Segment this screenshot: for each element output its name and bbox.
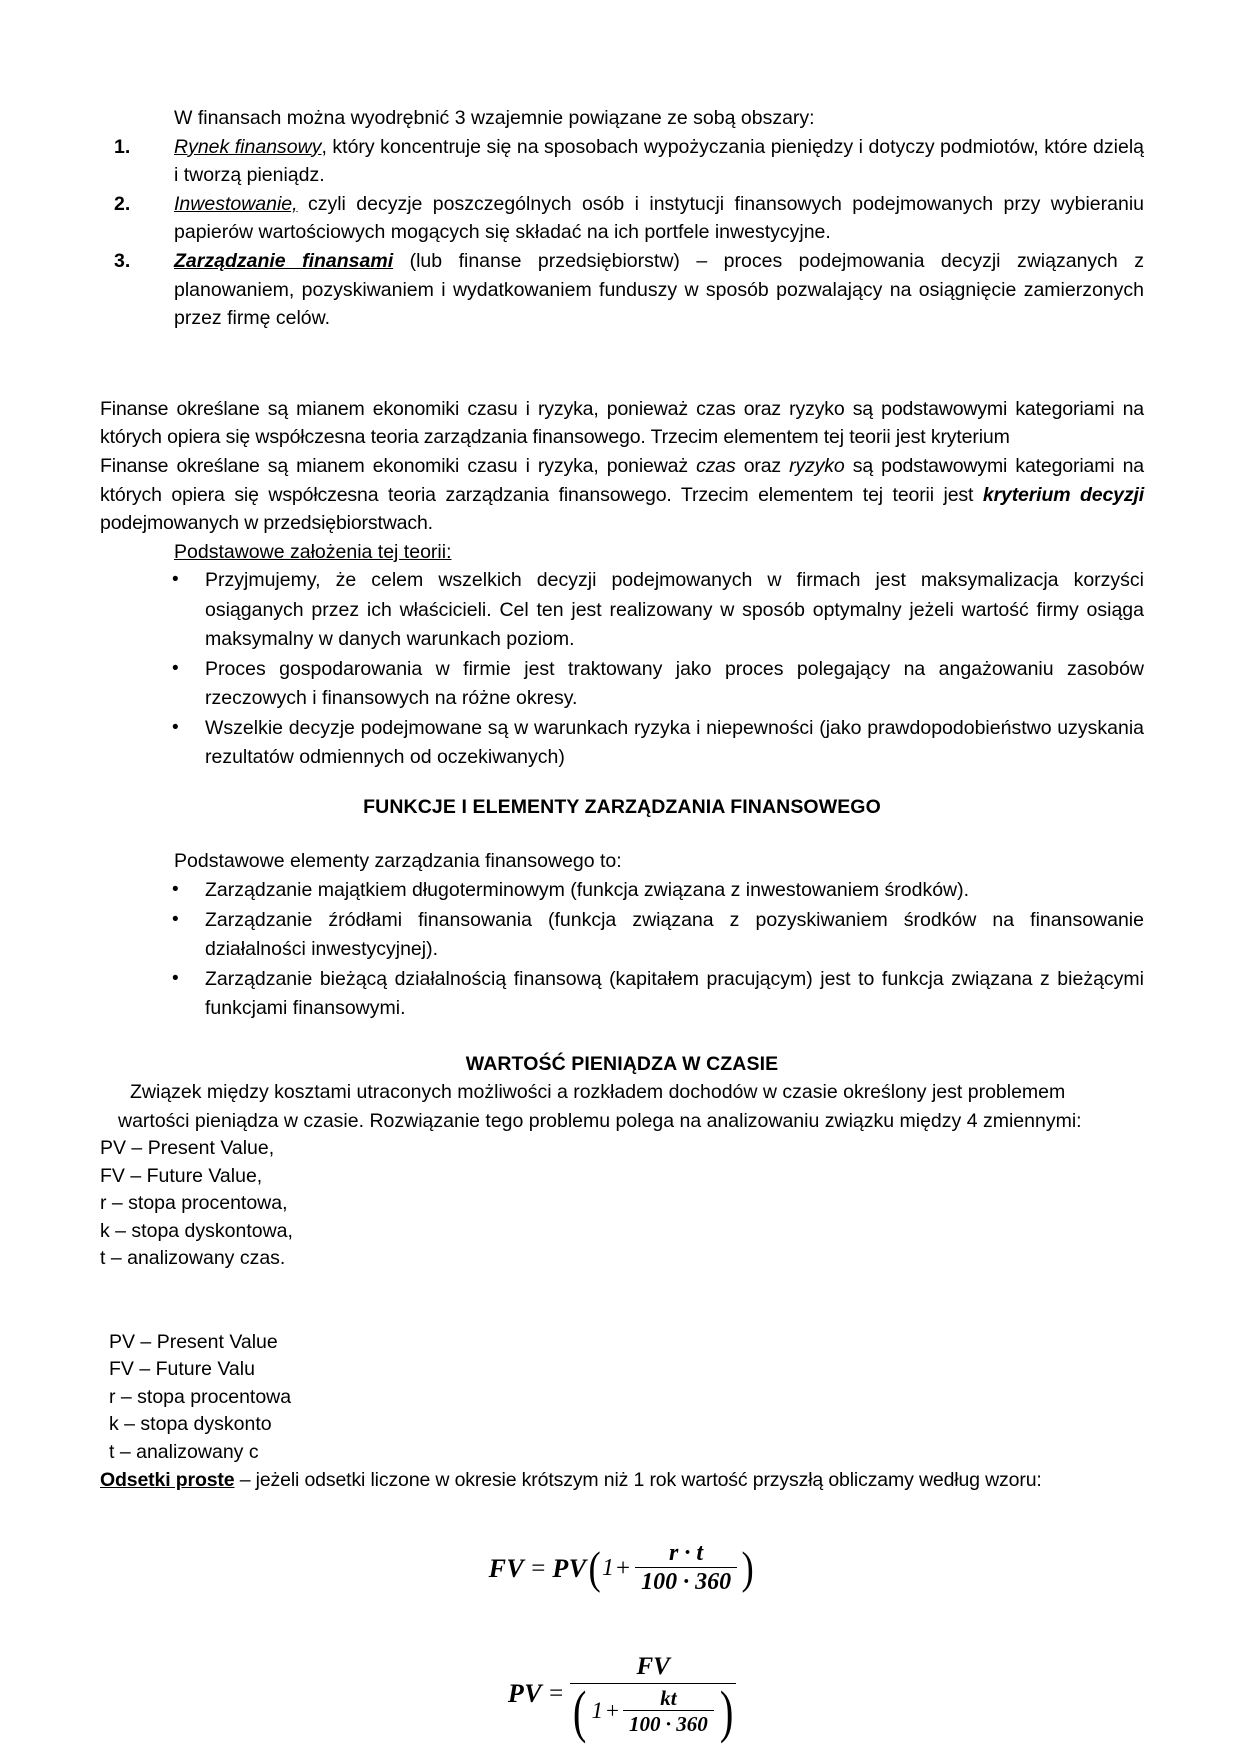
list-item bbox=[100, 133, 1144, 190]
formula-future-value bbox=[100, 1541, 1144, 1597]
variables-list-secondary bbox=[100, 1329, 1144, 1467]
variable-t-2: t – analizowany c bbox=[109, 1440, 259, 1463]
numbered-item-text: (lub finanse przedsiębiorstw) – proces podejmowania decyzji związanych z planowaniem, pozyskiwaniem i wydatkowaniem funduszy w sposób pozwalający na osiągnięcie zamierzonych przez firmę celów. bbox=[174, 249, 1144, 330]
assumptions-list bbox=[100, 566, 1144, 773]
formula-1-equals: = bbox=[531, 1554, 546, 1582]
list-item: • Zarządzanie majątkiem długoterminowym (funkcja związana z inwestowaniem środków). bbox=[100, 876, 1144, 906]
numbered-item-text: czyli decyzje poszczególnych osób i instytucji finansowych podejmowanych przy wybieraniu papierów wartościowych mogących się składać na ich portfele inwestycyjne. bbox=[174, 192, 1144, 244]
spacer bbox=[100, 1495, 1144, 1541]
paragraph-finance-theory-1: Finanse określane są mianem ekonomiki czasu i ryzyka, ponieważ czas oraz ryzyko są podstawowymi kategoriami na których opiera się współczesna teoria zarządzania finansowego. Trzecim elementem tej teorii jest kryterium bbox=[100, 397, 1144, 449]
numbered-item-term: Inwestowanie, bbox=[174, 192, 298, 215]
formula-1-pv: PV bbox=[552, 1553, 587, 1583]
formula-2-equals: = bbox=[549, 1680, 564, 1708]
assumptions-heading: Podstawowe założenia tej teorii: bbox=[174, 540, 452, 563]
formula-2-inner-fraction bbox=[623, 1687, 714, 1736]
heading-time-value-of-money: WARTOŚĆ PIENIĄDZA W CZASIE bbox=[465, 1052, 779, 1075]
para2-part-d: podejmowanych w przedsiębiorstwach. bbox=[100, 512, 433, 535]
formula-2-open-paren: ( bbox=[573, 1678, 587, 1744]
formula-1-numerator: r · t bbox=[669, 1539, 704, 1566]
list-item: • Proces gospodarowania w firmie jest traktowany jako proces polegający na angażowaniu zasobów rzeczowych i finansowych na różne okresy. bbox=[100, 655, 1144, 714]
list-item: • Zarządzanie źródłami finansowania (funkcja związana z pozyskiwaniem środków na finansowanie działalności inwestycyjnej). bbox=[100, 906, 1144, 965]
formula-2-close-paren: ) bbox=[719, 1678, 734, 1744]
variable-r: r – stopa procentowa, bbox=[100, 1192, 288, 1215]
formula-1-fraction bbox=[635, 1541, 737, 1597]
simple-interest-paragraph bbox=[100, 1466, 1144, 1495]
time-value-paragraph-line-1: Związek między kosztami utraconych możliwości a rozkładem dochodów w czasie określony jest problemem bbox=[130, 1081, 1066, 1104]
list-item bbox=[100, 190, 1144, 247]
formula-1-close-paren: ) bbox=[741, 1542, 754, 1594]
formula-1-row bbox=[489, 1541, 756, 1597]
para2-part-a: Finanse określane są mianem ekonomiki czasu i ryzyka, ponieważ bbox=[100, 454, 697, 477]
formula-2-inner-numerator: kt bbox=[660, 1685, 677, 1710]
spacer bbox=[100, 821, 1144, 847]
formula-2-one: 1 bbox=[591, 1698, 604, 1724]
formula-2-plus: + bbox=[606, 1698, 620, 1724]
numbered-item-term: Zarządzanie finansami bbox=[174, 249, 394, 272]
simple-interest-term: Odsetki proste bbox=[100, 1469, 235, 1492]
intro-line: W finansach można wyodrębnić 3 wzajemnie powiązane ze sobą obszary: bbox=[174, 107, 815, 129]
variable-k-2: k – stopa dyskonto bbox=[109, 1413, 272, 1436]
formula-2-inner-denominator: 100 · 360 bbox=[623, 1710, 714, 1736]
variable-pv: PV – Present Value, bbox=[100, 1137, 275, 1160]
formula-2-numerator: FV bbox=[636, 1652, 670, 1680]
numbered-item-term: Rynek finansowy bbox=[174, 135, 322, 158]
para2-italic-czas: czas bbox=[696, 454, 736, 477]
list-item: • Przyjmujemy, że celem wszelkich decyzji podejmowanych w firmach jest maksymalizacja korzyści osiąganych przez ich właścicieli. Cel ten jest realizowany w sposób optymalny jeżeli wartość firmy osiąga maksymalny w danych warunkach poziom. bbox=[100, 566, 1144, 655]
spacer bbox=[100, 1273, 1144, 1329]
formula-2-row bbox=[507, 1652, 736, 1744]
list-item: • Wszelkie decyzje podejmowane są w warunkach ryzyka i niepewności (jako prawdopodobieństwo uzyskania rezultatów odmiennych od oczekiwanych) bbox=[100, 714, 1144, 773]
variable-fv: FV – Future Value, bbox=[100, 1164, 263, 1187]
simple-interest-text: – jeżeli odsetki liczone w okresie krótszym niż 1 rok wartość przyszłą obliczamy według wzoru: bbox=[234, 1469, 1042, 1492]
para2-italic-ryzyko: ryzyko bbox=[789, 454, 845, 477]
elements-intro: Podstawowe elementy zarządzania finansowego to: bbox=[174, 850, 622, 873]
variables-list-primary bbox=[100, 1135, 1144, 1273]
formula-1-lhs: FV bbox=[488, 1553, 525, 1583]
formula-2-denominator bbox=[570, 1678, 736, 1744]
numbered-item-text: , który koncentruje się na sposobach wypożyczania pieniędzy i dotyczy podmiotów, które dzielą i tworzą pieniądz. bbox=[174, 135, 1144, 187]
variable-r-2: r – stopa procentowa bbox=[109, 1385, 292, 1408]
heading-functions-elements: FUNKCJE I ELEMENTY ZARZĄDZANIA FINANSOWEGO bbox=[363, 795, 881, 818]
formula-2-lhs: PV bbox=[507, 1679, 543, 1709]
variable-fv-2: FV – Future Valu bbox=[109, 1358, 255, 1381]
formula-1-open-paren: ( bbox=[588, 1542, 601, 1594]
formula-1-plus: + bbox=[615, 1554, 631, 1582]
list-item: • Zarządzanie bieżącą działalnością finansową (kapitałem pracującym) jest to funkcja związana z bieżącymi funkcjami finansowymi. bbox=[100, 965, 1144, 1024]
para2-part-b: oraz bbox=[735, 454, 790, 477]
spacer bbox=[100, 1597, 1144, 1653]
spacer bbox=[100, 773, 1144, 793]
formula-1-one: 1 bbox=[601, 1555, 614, 1582]
time-value-paragraph-line-2: wartości pieniądza w czasie. Rozwiązanie tego problemu polega na analizowaniu związku między 4 zmiennymi: bbox=[118, 1109, 1082, 1132]
variable-k: k – stopa dyskontowa, bbox=[100, 1219, 293, 1242]
formula-2-big-fraction bbox=[570, 1652, 736, 1744]
spacer bbox=[100, 333, 1144, 395]
spacer bbox=[100, 1024, 1144, 1050]
formula-1-denominator: 100 · 360 bbox=[635, 1567, 737, 1597]
numbered-list bbox=[100, 133, 1144, 333]
variable-pv-2: PV – Present Value bbox=[109, 1330, 278, 1353]
para2-part-c: są podstawowymi kategoriami na których opiera się współczesna teoria zarządzania finansowego. Trzecim elementem tej teorii jest bbox=[100, 454, 1145, 506]
paragraph-finance-theory-2 bbox=[100, 452, 1144, 538]
variable-t: t – analizowany czas. bbox=[100, 1247, 286, 1270]
formula-present-value bbox=[100, 1652, 1144, 1744]
elements-list bbox=[100, 876, 1144, 1024]
list-item bbox=[100, 247, 1144, 333]
para2-italic-kryterium: kryterium decyzji bbox=[982, 483, 1144, 506]
